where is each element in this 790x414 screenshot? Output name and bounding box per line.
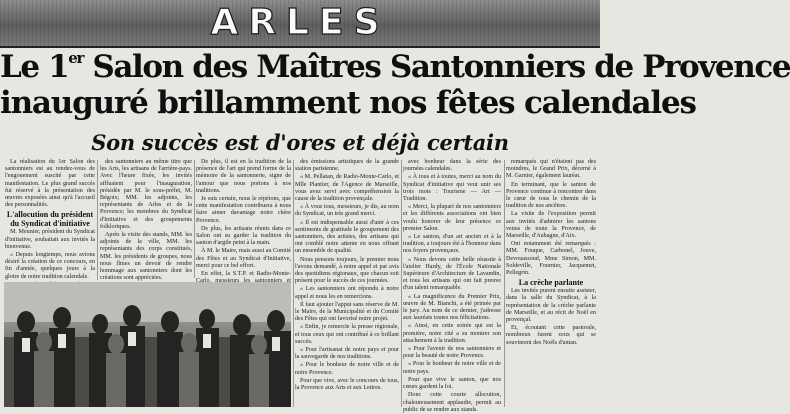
column-rule xyxy=(97,160,98,280)
headline-ordinal-superscript: er xyxy=(68,49,83,67)
paragraph: De plus, les artisans réunis dans ce Salon ont su garder la tradition du santon d'argile peint à la main. xyxy=(196,225,291,247)
paragraph: À M. le Maire, mais aussi au Comité des Fêtes et au Syndicat d'Initiative, merci pour ce bel effort. xyxy=(196,248,291,269)
column-rule xyxy=(401,160,402,407)
article-column-4 xyxy=(295,159,399,407)
headline-line-1 xyxy=(0,49,790,85)
paragraph: « Pour le bonheur de notre ville et de notre Provence. xyxy=(295,362,399,376)
paragraph: Et, écoutant cette pastorale, nombreux furent ceux qui se souvinrent des Noëls d'antan. xyxy=(506,325,596,346)
paragraph: Ont notamment été remarqués : MM. Fouque, Carbonel, Jouve, Devouassoud, Mme Simon, MM. Soldeville, Fournier, Jacquemet, Pellegrin. xyxy=(506,241,596,277)
column-rule xyxy=(194,160,195,278)
paragraph: La réalisation du 1er Salon des santonniers est au rendez-vous de l'engouement suscité par cette manifestation. Le plus grand succès fut réservé à la présentation des œuvres exposées ainsi qu'à l'accueil des personnalités. xyxy=(5,159,95,209)
paragraph: « À tous et à toutes, merci au nom du Syndicat d'initiative qui veut unir ses trois mots : Tourisme — Art — Tradition. xyxy=(403,174,501,203)
article-column-2 xyxy=(100,159,192,289)
masthead-rule xyxy=(0,46,600,48)
paragraph: Après la visite des stands, MM. les adjoints de la ville, MM. les représentants des corps constitués, MM. les présidents de groupes, nous nous fîmes un devoir de rendre hommage aux santonniers dont les créations sont appréciées. xyxy=(100,232,192,282)
paragraph: « Il est indispensable aussi d'unir à ces sentiments de gratitude le groupement des santonniers, des artistes, des artisans qui ont comblé notre attente en nous offrant un ensemble de qualité. xyxy=(295,219,399,255)
paragraph: « Merci, la plupart de nos santonniers et les différents associations ont bien voulu honorer de leur présence ce premier Salon. xyxy=(403,204,501,232)
article-column-3 xyxy=(196,159,291,279)
paragraph: « Le santon, d'un art ancien et à la tradition, a toujours été à l'honneur dans nos foyers provençaux. xyxy=(403,234,501,255)
section-heading: L'allocution du président du Syndicat d'initiative xyxy=(6,210,94,229)
paragraph: En effet, la S.T.P. et Radio-Monte- xyxy=(201,271,291,278)
subheadline: Son succès est d'ores et déjà certain xyxy=(91,130,509,155)
paragraph: « M. Pellatan, de Radio-Monte-Carlo, et Mlle Plantier, de l'Agence de Marseille, vous avez servi avec compréhension la cause de la tradition provençale. xyxy=(295,174,399,203)
paragraph: Il faut ajouter l'appui sans réserve de M. le Maire, de la Municipalité et du Comité des Fêtes qui ont favorisé notre projet. xyxy=(295,301,399,323)
paragraph: « La magnificence du Premier Prix, œuvre de M. Bianchi, a été primée par le jury. Au nom de ce dernier, j'adresse aux lauréats toutes nos félicitations. xyxy=(403,293,501,322)
section-heading: La crèche parlante xyxy=(518,278,584,288)
paragraph: Pour que vive, avec le concours de tous, la Provence aux Arts et aux Lettres. xyxy=(295,377,399,392)
headline-line-1-prefix: Le 1 xyxy=(0,49,69,85)
paragraph: La visite de l'exposition permit aux invités d'admirer les santons venus de toute la Provence, de Marseille, d'Aubagne, d'Aix. xyxy=(506,211,596,240)
paragraph: « Pour l'artisanat de notre pays et pour la sauvegarde de nos traditions. xyxy=(295,347,399,361)
paragraph: « Pour le bonheur de notre ville et de notre pays. xyxy=(403,361,501,375)
paragraph: des émissions artistiques de la grande station parisienne. xyxy=(295,159,399,173)
paragraph: « Pour l'avenir de nos santonniers et pour la beauté de notre Provence. xyxy=(403,346,501,360)
article-column-5 xyxy=(403,159,501,413)
column-rule xyxy=(293,160,294,407)
crowd-photo-graphic xyxy=(4,282,291,407)
paragraph: Pour que vive le santon, que nos cœurs gardent la foi. xyxy=(403,376,501,391)
paragraph: Je suis certain, nous le répétons, que cette manifestation contribuera à nous faire aimer davantage notre chère Provence. xyxy=(196,196,291,224)
masthead-title: ARLES xyxy=(210,2,390,43)
paragraph: « Nous devons cette belle réussite à l'atelier Hardy, de l'École Nationale Supérieure d'Architecture de Lavandin, et tous les artisans qui ont fait preuve d'un talent remarquable. xyxy=(403,256,501,292)
paragraph: « Les santonniers ont répondu à notre appel et nous les en remercions. xyxy=(295,286,399,300)
paragraph: De plus, il est en la tradition de la présence de l'art qui prend forme de la mémoire de la santonnerie, signe de l'amour que nous portons à nos traditions. xyxy=(196,159,291,194)
paragraph: Les invités purent ensuite assister, dans la salle du Syndicat, à la représentation de la crèche parlante de Marseille, et au récit de Noël en provençal. xyxy=(506,288,596,324)
headline-line-2: inauguré brillamment nos fêtes calendales xyxy=(0,85,696,121)
article-column-1 xyxy=(5,159,95,299)
article-column-6 xyxy=(506,159,596,407)
paragraph: des santonniers au même titre que les Arts, les artisans de l'arrière-pays. Avec l'heure fixée, les invités affluaient pour l'inauguration, présidée par M. le sous-préfet, M. Bégoix; MM. les adjoints, les représentants de Arles et de la Provence; les membres du Syndicat d'Initiative et des groupements folkloriques. xyxy=(100,159,192,230)
masthead-banner xyxy=(0,0,600,46)
paragraph: M. Meunier, président du Syndicat d'initiative, souhaitait aux invités la bienvenue. xyxy=(5,229,95,250)
paragraph: « Depuis longtemps, nous avions désiré la création de ce concours, en fin d'année, quelques jours à la gloire de notre tradition calendale. xyxy=(5,252,95,280)
paragraph: En terminant, que le santon de Provence continue à rencontrer dans le cœur de tous le chemin de la tradition de nos ancêtres. xyxy=(506,181,596,210)
paragraph: Donc cette courte allocution, chaleureusement applaudie, permit au public de se rendre aux stands. xyxy=(403,392,501,413)
paragraph: remarqués qui n'étaient pas des moindres, le Grand Prix, décerné à M. Garnier, également lauréat. xyxy=(506,159,596,180)
paragraph: « Enfin, je remercie la presse régionale, et tous ceux qui ont contribué à ce brillant succès. xyxy=(295,324,399,345)
paragraph: « À vous tous, messieurs, je dis, au nom du Syndicat, un très grand merci. xyxy=(295,204,399,218)
news-photo xyxy=(4,282,291,407)
headline-line-1-rest: Salon des Maîtres Santonniers de Provence xyxy=(82,49,790,85)
column-rule xyxy=(504,160,505,407)
paragraph: avec bonheur dans la série des journées calendales. xyxy=(403,159,501,173)
paragraph: « Ainsi, en cette soirée qui est la première, notre cité a su montrer son attachement à la tradition. xyxy=(403,323,501,344)
paragraph: Nous pensons toujours, le premier nous l'avons demandé, à notre appel et par avis des quotidiens régionaux, que chacun soit présent pour le succès de ces journées. xyxy=(295,256,399,285)
